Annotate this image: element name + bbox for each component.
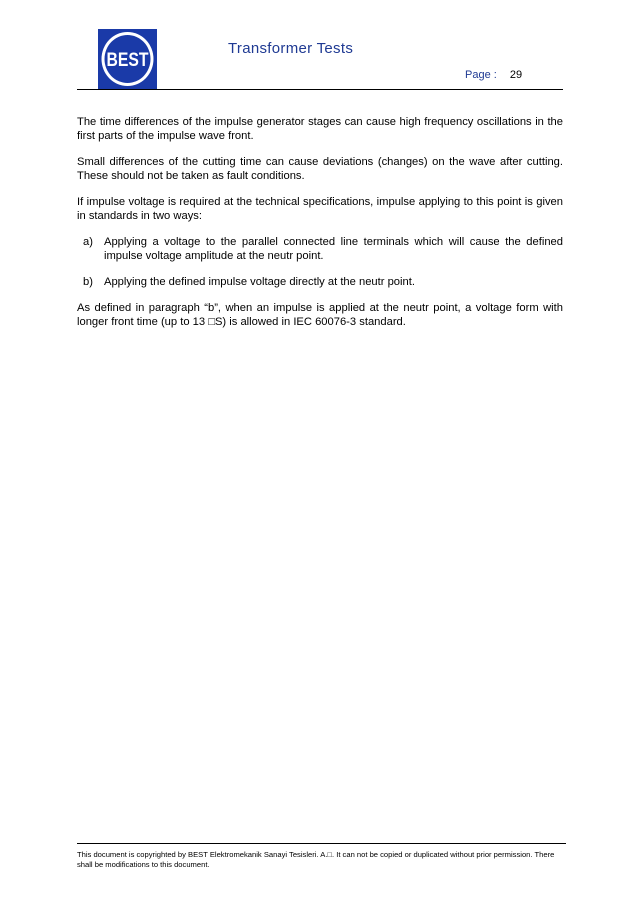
logo-text: BEST	[106, 50, 149, 71]
document-body	[77, 115, 563, 341]
paragraph: As defined in paragraph “b”, when an impulse is applied at the neutr point, a voltage form with longer front time (up to 13 □S) is allowed in IEC 60076-3 standard.	[77, 302, 563, 328]
list-item-text: Applying a voltage to the parallel connected line terminals which will cause the defined impulse voltage amplitude at the neutr point.	[104, 236, 563, 262]
footer-divider	[77, 843, 566, 844]
paragraph: Small differences of the cutting time can cause deviations (changes) on the wave after cutting. These should not be taken as fault conditions.	[77, 156, 563, 182]
document-title: Transformer Tests	[228, 40, 354, 57]
list-item	[77, 235, 563, 263]
page-number: 29	[509, 69, 523, 81]
best-logo	[98, 29, 157, 89]
list-marker: a)	[83, 236, 93, 248]
list-marker: b)	[83, 276, 93, 288]
page-indicator	[465, 69, 522, 81]
header-divider	[77, 89, 563, 90]
paragraph: If impulse voltage is required at the technical specifications, impulse applying to this point is given in standards in two ways:	[77, 196, 563, 222]
footer-copyright: This document is copyrighted by BEST Elektromekanik Sanayi Tesisleri. A.□. It can not be copied or duplicated without prior permission. There shall be modifications to this document.	[77, 850, 555, 869]
page-label: Page :	[465, 69, 497, 81]
list-item	[77, 275, 563, 289]
list-item-text: Applying the defined impulse voltage directly at the neutr point.	[104, 276, 415, 288]
paragraph: The time differences of the impulse generator stages can cause high frequency oscillations in the first parts of the impulse wave front.	[77, 116, 563, 142]
